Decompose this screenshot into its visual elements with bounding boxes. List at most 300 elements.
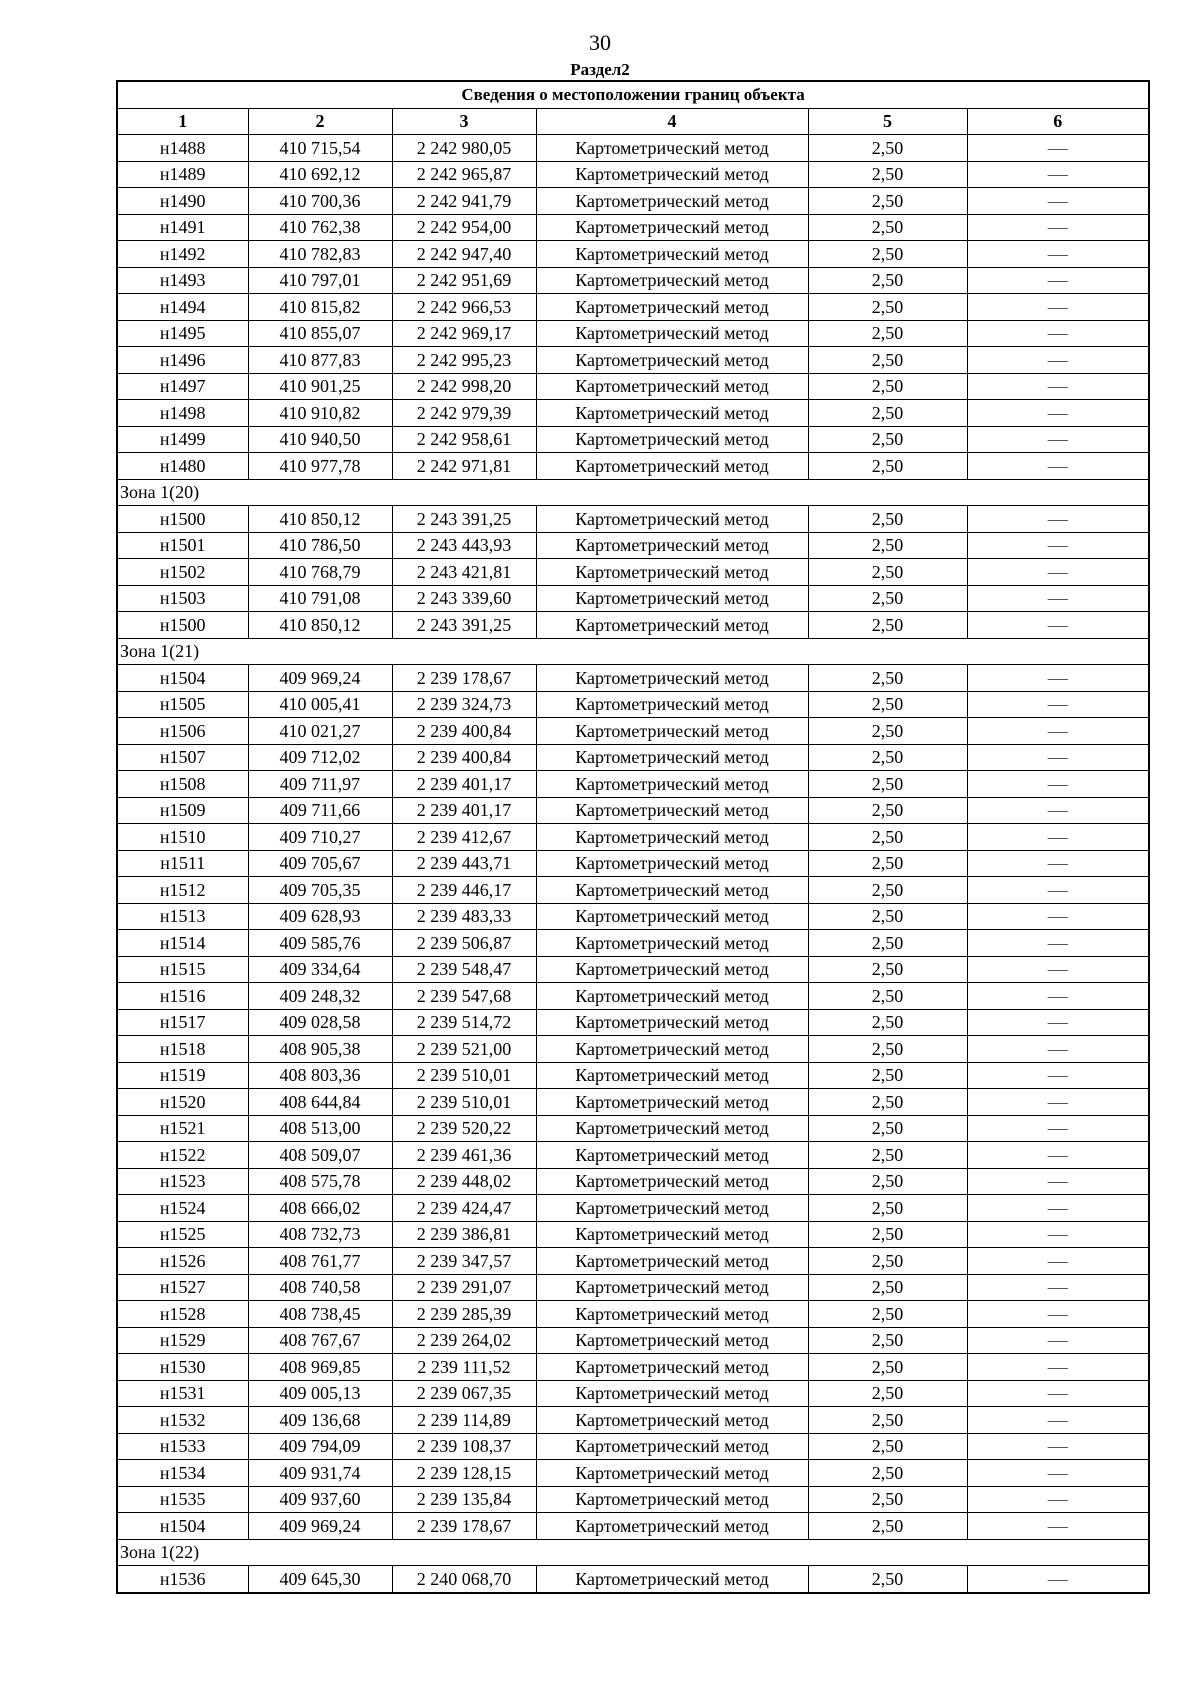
description-cell: — xyxy=(967,241,1149,268)
point-id-cell: н1517 xyxy=(117,1009,248,1036)
column-number: 1 xyxy=(117,108,248,135)
description-cell: — xyxy=(967,956,1149,983)
point-id-cell: н1480 xyxy=(117,453,248,480)
table-row xyxy=(117,850,1149,877)
point-id-cell: н1533 xyxy=(117,1433,248,1460)
table-row xyxy=(117,585,1149,612)
table-row xyxy=(117,1486,1149,1513)
y-coordinate-cell: 2 239 400,84 xyxy=(392,718,536,745)
point-id-cell: н1493 xyxy=(117,267,248,294)
table-row xyxy=(117,1115,1149,1142)
x-coordinate-cell: 410 850,12 xyxy=(248,506,392,533)
x-coordinate-cell: 410 797,01 xyxy=(248,267,392,294)
description-cell: — xyxy=(967,744,1149,771)
method-cell: Картометрический метод xyxy=(536,135,808,162)
point-id-cell: н1531 xyxy=(117,1380,248,1407)
accuracy-cell: 2,50 xyxy=(808,532,967,559)
point-id-cell: н1497 xyxy=(117,373,248,400)
y-coordinate-cell: 2 239 291,07 xyxy=(392,1274,536,1301)
accuracy-cell: 2,50 xyxy=(808,426,967,453)
point-id-cell: н1522 xyxy=(117,1142,248,1169)
zone-label: Зона 1(21) xyxy=(117,638,1149,665)
table-row xyxy=(117,1566,1149,1593)
method-cell: Картометрический метод xyxy=(536,1036,808,1063)
method-cell: Картометрический метод xyxy=(536,1142,808,1169)
table-row xyxy=(117,824,1149,851)
method-cell: Картометрический метод xyxy=(536,771,808,798)
accuracy-cell: 2,50 xyxy=(808,1115,967,1142)
y-coordinate-cell: 2 239 548,47 xyxy=(392,956,536,983)
description-cell: — xyxy=(967,930,1149,957)
table-row xyxy=(117,347,1149,374)
description-cell: — xyxy=(967,532,1149,559)
y-coordinate-cell: 2 239 510,01 xyxy=(392,1062,536,1089)
point-id-cell: н1505 xyxy=(117,691,248,718)
point-id-cell: н1492 xyxy=(117,241,248,268)
table-row xyxy=(117,691,1149,718)
table-row xyxy=(117,1062,1149,1089)
table-row xyxy=(117,718,1149,745)
x-coordinate-cell: 408 803,36 xyxy=(248,1062,392,1089)
y-coordinate-cell: 2 242 951,69 xyxy=(392,267,536,294)
point-id-cell: н1516 xyxy=(117,983,248,1010)
point-id-cell: н1526 xyxy=(117,1248,248,1275)
x-coordinate-cell: 408 969,85 xyxy=(248,1354,392,1381)
x-coordinate-cell: 408 666,02 xyxy=(248,1195,392,1222)
description-cell: — xyxy=(967,877,1149,904)
description-cell: — xyxy=(967,1195,1149,1222)
point-id-cell: н1494 xyxy=(117,294,248,321)
x-coordinate-cell: 410 910,82 xyxy=(248,400,392,427)
point-id-cell: н1532 xyxy=(117,1407,248,1434)
x-coordinate-cell: 409 794,09 xyxy=(248,1433,392,1460)
description-cell: — xyxy=(967,1327,1149,1354)
description-cell: — xyxy=(967,585,1149,612)
method-cell: Картометрический метод xyxy=(536,320,808,347)
y-coordinate-cell: 2 239 324,73 xyxy=(392,691,536,718)
accuracy-cell: 2,50 xyxy=(808,691,967,718)
x-coordinate-cell: 410 005,41 xyxy=(248,691,392,718)
y-coordinate-cell: 2 239 114,89 xyxy=(392,1407,536,1434)
accuracy-cell: 2,50 xyxy=(808,559,967,586)
accuracy-cell: 2,50 xyxy=(808,1142,967,1169)
description-cell: — xyxy=(967,294,1149,321)
method-cell: Картометрический метод xyxy=(536,1089,808,1116)
description-cell: — xyxy=(967,1168,1149,1195)
table-row xyxy=(117,532,1149,559)
table-row xyxy=(117,506,1149,533)
method-cell: Картометрический метод xyxy=(536,294,808,321)
method-cell: Картометрический метод xyxy=(536,903,808,930)
zone-label: Зона 1(20) xyxy=(117,479,1149,506)
description-cell: — xyxy=(967,1301,1149,1328)
accuracy-cell: 2,50 xyxy=(808,1036,967,1063)
point-id-cell: н1488 xyxy=(117,135,248,162)
column-number: 2 xyxy=(248,108,392,135)
table-row xyxy=(117,1009,1149,1036)
accuracy-cell: 2,50 xyxy=(808,241,967,268)
table-row xyxy=(117,1354,1149,1381)
method-cell: Картометрический метод xyxy=(536,612,808,639)
table-row xyxy=(117,956,1149,983)
x-coordinate-cell: 409 585,76 xyxy=(248,930,392,957)
table-row xyxy=(117,1089,1149,1116)
description-cell: — xyxy=(967,1486,1149,1513)
table-row xyxy=(117,241,1149,268)
point-id-cell: н1496 xyxy=(117,347,248,374)
y-coordinate-cell: 2 239 347,57 xyxy=(392,1248,536,1275)
point-id-cell: н1507 xyxy=(117,744,248,771)
description-cell: — xyxy=(967,718,1149,745)
y-coordinate-cell: 2 240 068,70 xyxy=(392,1566,536,1593)
y-coordinate-cell: 2 243 391,25 xyxy=(392,506,536,533)
point-id-cell: н1498 xyxy=(117,400,248,427)
method-cell: Картометрический метод xyxy=(536,691,808,718)
description-cell: — xyxy=(967,267,1149,294)
point-id-cell: н1525 xyxy=(117,1221,248,1248)
method-cell: Картометрический метод xyxy=(536,744,808,771)
y-coordinate-cell: 2 242 965,87 xyxy=(392,161,536,188)
accuracy-cell: 2,50 xyxy=(808,1009,967,1036)
description-cell: — xyxy=(967,850,1149,877)
y-coordinate-cell: 2 239 514,72 xyxy=(392,1009,536,1036)
description-cell: — xyxy=(967,1380,1149,1407)
y-coordinate-cell: 2 242 958,61 xyxy=(392,426,536,453)
point-id-cell: н1504 xyxy=(117,1513,248,1540)
accuracy-cell: 2,50 xyxy=(808,983,967,1010)
accuracy-cell: 2,50 xyxy=(808,1566,967,1593)
method-cell: Картометрический метод xyxy=(536,1115,808,1142)
table-row xyxy=(117,1274,1149,1301)
point-id-cell: н1500 xyxy=(117,612,248,639)
x-coordinate-cell: 409 969,24 xyxy=(248,1513,392,1540)
method-cell: Картометрический метод xyxy=(536,532,808,559)
accuracy-cell: 2,50 xyxy=(808,506,967,533)
x-coordinate-cell: 409 645,30 xyxy=(248,1566,392,1593)
method-cell: Картометрический метод xyxy=(536,1248,808,1275)
point-id-cell: н1534 xyxy=(117,1460,248,1487)
x-coordinate-cell: 410 850,12 xyxy=(248,612,392,639)
y-coordinate-cell: 2 239 521,00 xyxy=(392,1036,536,1063)
y-coordinate-cell: 2 239 264,02 xyxy=(392,1327,536,1354)
accuracy-cell: 2,50 xyxy=(808,956,967,983)
table-row xyxy=(117,453,1149,480)
table-row xyxy=(117,1248,1149,1275)
point-id-cell: н1500 xyxy=(117,506,248,533)
table-row xyxy=(117,373,1149,400)
x-coordinate-cell: 410 786,50 xyxy=(248,532,392,559)
point-id-cell: н1523 xyxy=(117,1168,248,1195)
accuracy-cell: 2,50 xyxy=(808,267,967,294)
x-coordinate-cell: 408 738,45 xyxy=(248,1301,392,1328)
description-cell: — xyxy=(967,1433,1149,1460)
x-coordinate-cell: 409 711,66 xyxy=(248,797,392,824)
description-cell: — xyxy=(967,1062,1149,1089)
y-coordinate-cell: 2 242 979,39 xyxy=(392,400,536,427)
y-coordinate-cell: 2 242 947,40 xyxy=(392,241,536,268)
description-cell: — xyxy=(967,903,1149,930)
description-cell: — xyxy=(967,1274,1149,1301)
accuracy-cell: 2,50 xyxy=(808,1221,967,1248)
accuracy-cell: 2,50 xyxy=(808,930,967,957)
x-coordinate-cell: 410 782,83 xyxy=(248,241,392,268)
point-id-cell: н1509 xyxy=(117,797,248,824)
accuracy-cell: 2,50 xyxy=(808,161,967,188)
method-cell: Картометрический метод xyxy=(536,1221,808,1248)
point-id-cell: н1495 xyxy=(117,320,248,347)
table-row xyxy=(117,1142,1149,1169)
table-row xyxy=(117,161,1149,188)
y-coordinate-cell: 2 239 108,37 xyxy=(392,1433,536,1460)
y-coordinate-cell: 2 239 520,22 xyxy=(392,1115,536,1142)
method-cell: Картометрический метод xyxy=(536,1380,808,1407)
y-coordinate-cell: 2 239 135,84 xyxy=(392,1486,536,1513)
description-cell: — xyxy=(967,373,1149,400)
accuracy-cell: 2,50 xyxy=(808,320,967,347)
y-coordinate-cell: 2 239 448,02 xyxy=(392,1168,536,1195)
table-row xyxy=(117,744,1149,771)
description-cell: — xyxy=(967,1089,1149,1116)
y-coordinate-cell: 2 242 998,20 xyxy=(392,373,536,400)
method-cell: Картометрический метод xyxy=(536,1301,808,1328)
x-coordinate-cell: 408 644,84 xyxy=(248,1089,392,1116)
x-coordinate-cell: 410 700,36 xyxy=(248,188,392,215)
table-row xyxy=(117,188,1149,215)
accuracy-cell: 2,50 xyxy=(808,771,967,798)
table-row xyxy=(117,1407,1149,1434)
description-cell: — xyxy=(967,426,1149,453)
description-cell: — xyxy=(967,771,1149,798)
y-coordinate-cell: 2 239 401,17 xyxy=(392,771,536,798)
accuracy-cell: 2,50 xyxy=(808,1274,967,1301)
table-caption-row xyxy=(117,81,1149,108)
method-cell: Картометрический метод xyxy=(536,665,808,692)
description-cell: — xyxy=(967,1221,1149,1248)
point-id-cell: н1499 xyxy=(117,426,248,453)
accuracy-cell: 2,50 xyxy=(808,1513,967,1540)
column-number: 6 xyxy=(967,108,1149,135)
method-cell: Картометрический метод xyxy=(536,1513,808,1540)
description-cell: — xyxy=(967,214,1149,241)
y-coordinate-cell: 2 243 443,93 xyxy=(392,532,536,559)
method-cell: Картометрический метод xyxy=(536,1407,808,1434)
description-cell: — xyxy=(967,1566,1149,1593)
x-coordinate-cell: 409 937,60 xyxy=(248,1486,392,1513)
column-number: 4 xyxy=(536,108,808,135)
x-coordinate-cell: 408 513,00 xyxy=(248,1115,392,1142)
table-row xyxy=(117,1036,1149,1063)
y-coordinate-cell: 2 242 995,23 xyxy=(392,347,536,374)
y-coordinate-cell: 2 242 980,05 xyxy=(392,135,536,162)
point-id-cell: н1490 xyxy=(117,188,248,215)
point-id-cell: н1513 xyxy=(117,903,248,930)
point-id-cell: н1530 xyxy=(117,1354,248,1381)
accuracy-cell: 2,50 xyxy=(808,1433,967,1460)
accuracy-cell: 2,50 xyxy=(808,612,967,639)
point-id-cell: н1515 xyxy=(117,956,248,983)
y-coordinate-cell: 2 239 178,67 xyxy=(392,1513,536,1540)
table-row xyxy=(117,1513,1149,1540)
section-title: Раздел2 xyxy=(570,60,630,79)
point-id-cell: н1528 xyxy=(117,1301,248,1328)
table-body xyxy=(117,135,1149,1593)
table-row xyxy=(117,983,1149,1010)
accuracy-cell: 2,50 xyxy=(808,1407,967,1434)
accuracy-cell: 2,50 xyxy=(808,1301,967,1328)
accuracy-cell: 2,50 xyxy=(808,1248,967,1275)
x-coordinate-cell: 408 767,67 xyxy=(248,1327,392,1354)
accuracy-cell: 2,50 xyxy=(808,1195,967,1222)
point-id-cell: н1504 xyxy=(117,665,248,692)
y-coordinate-cell: 2 239 111,52 xyxy=(392,1354,536,1381)
description-cell: — xyxy=(967,824,1149,851)
description-cell: — xyxy=(967,188,1149,215)
method-cell: Картометрический метод xyxy=(536,1354,808,1381)
table-row xyxy=(117,267,1149,294)
accuracy-cell: 2,50 xyxy=(808,850,967,877)
accuracy-cell: 2,50 xyxy=(808,135,967,162)
description-cell: — xyxy=(967,1142,1149,1169)
accuracy-cell: 2,50 xyxy=(808,373,967,400)
table-row xyxy=(117,135,1149,162)
point-id-cell: н1536 xyxy=(117,1566,248,1593)
method-cell: Картометрический метод xyxy=(536,1195,808,1222)
description-cell: — xyxy=(967,559,1149,586)
x-coordinate-cell: 408 509,07 xyxy=(248,1142,392,1169)
y-coordinate-cell: 2 242 966,53 xyxy=(392,294,536,321)
point-id-cell: н1519 xyxy=(117,1062,248,1089)
accuracy-cell: 2,50 xyxy=(808,1327,967,1354)
point-id-cell: н1512 xyxy=(117,877,248,904)
y-coordinate-cell: 2 242 969,17 xyxy=(392,320,536,347)
method-cell: Картометрический метод xyxy=(536,506,808,533)
point-id-cell: н1521 xyxy=(117,1115,248,1142)
y-coordinate-cell: 2 239 461,36 xyxy=(392,1142,536,1169)
point-id-cell: н1518 xyxy=(117,1036,248,1063)
y-coordinate-cell: 2 242 971,81 xyxy=(392,453,536,480)
method-cell: Картометрический метод xyxy=(536,1433,808,1460)
point-id-cell: н1529 xyxy=(117,1327,248,1354)
description-cell: — xyxy=(967,691,1149,718)
accuracy-cell: 2,50 xyxy=(808,903,967,930)
column-number: 5 xyxy=(808,108,967,135)
zone-header-row xyxy=(117,479,1149,506)
x-coordinate-cell: 409 705,67 xyxy=(248,850,392,877)
point-id-cell: н1491 xyxy=(117,214,248,241)
point-id-cell: н1506 xyxy=(117,718,248,745)
table-row xyxy=(117,426,1149,453)
x-coordinate-cell: 408 905,38 xyxy=(248,1036,392,1063)
description-cell: — xyxy=(967,347,1149,374)
method-cell: Картометрический метод xyxy=(536,1460,808,1487)
x-coordinate-cell: 409 712,02 xyxy=(248,744,392,771)
method-cell: Картометрический метод xyxy=(536,930,808,957)
method-cell: Картометрический метод xyxy=(536,188,808,215)
x-coordinate-cell: 409 931,74 xyxy=(248,1460,392,1487)
accuracy-cell: 2,50 xyxy=(808,347,967,374)
x-coordinate-cell: 408 732,73 xyxy=(248,1221,392,1248)
page-number: 30 xyxy=(589,30,611,55)
point-id-cell: н1514 xyxy=(117,930,248,957)
method-cell: Картометрический метод xyxy=(536,426,808,453)
description-cell: — xyxy=(967,453,1149,480)
x-coordinate-cell: 410 815,82 xyxy=(248,294,392,321)
accuracy-cell: 2,50 xyxy=(808,1380,967,1407)
method-cell: Картометрический метод xyxy=(536,214,808,241)
accuracy-cell: 2,50 xyxy=(808,294,967,321)
table-row xyxy=(117,1221,1149,1248)
y-coordinate-cell: 2 239 443,71 xyxy=(392,850,536,877)
method-cell: Картометрический метод xyxy=(536,877,808,904)
description-cell: — xyxy=(967,1513,1149,1540)
x-coordinate-cell: 408 575,78 xyxy=(248,1168,392,1195)
description-cell: — xyxy=(967,1248,1149,1275)
method-cell: Картометрический метод xyxy=(536,983,808,1010)
method-cell: Картометрический метод xyxy=(536,1168,808,1195)
x-coordinate-cell: 410 977,78 xyxy=(248,453,392,480)
y-coordinate-cell: 2 239 547,68 xyxy=(392,983,536,1010)
accuracy-cell: 2,50 xyxy=(808,400,967,427)
y-coordinate-cell: 2 239 446,17 xyxy=(392,877,536,904)
x-coordinate-cell: 408 740,58 xyxy=(248,1274,392,1301)
accuracy-cell: 2,50 xyxy=(808,1460,967,1487)
description-cell: — xyxy=(967,400,1149,427)
point-id-cell: н1503 xyxy=(117,585,248,612)
method-cell: Картометрический метод xyxy=(536,1566,808,1593)
accuracy-cell: 2,50 xyxy=(808,1486,967,1513)
point-id-cell: н1502 xyxy=(117,559,248,586)
method-cell: Картометрический метод xyxy=(536,1327,808,1354)
point-id-cell: н1511 xyxy=(117,850,248,877)
table-row xyxy=(117,612,1149,639)
description-cell: — xyxy=(967,983,1149,1010)
accuracy-cell: 2,50 xyxy=(808,1354,967,1381)
method-cell: Картометрический метод xyxy=(536,1062,808,1089)
table-row xyxy=(117,1327,1149,1354)
x-coordinate-cell: 409 710,27 xyxy=(248,824,392,851)
description-cell: — xyxy=(967,135,1149,162)
y-coordinate-cell: 2 239 285,39 xyxy=(392,1301,536,1328)
method-cell: Картометрический метод xyxy=(536,453,808,480)
description-cell: — xyxy=(967,320,1149,347)
table-row xyxy=(117,771,1149,798)
description-cell: — xyxy=(967,1460,1149,1487)
point-id-cell: н1508 xyxy=(117,771,248,798)
x-coordinate-cell: 410 901,25 xyxy=(248,373,392,400)
table-row xyxy=(117,1168,1149,1195)
table-row xyxy=(117,930,1149,957)
y-coordinate-cell: 2 239 506,87 xyxy=(392,930,536,957)
accuracy-cell: 2,50 xyxy=(808,453,967,480)
description-cell: — xyxy=(967,1036,1149,1063)
x-coordinate-cell: 410 762,38 xyxy=(248,214,392,241)
accuracy-cell: 2,50 xyxy=(808,188,967,215)
x-coordinate-cell: 409 248,32 xyxy=(248,983,392,1010)
method-cell: Картометрический метод xyxy=(536,718,808,745)
point-id-cell: н1520 xyxy=(117,1089,248,1116)
accuracy-cell: 2,50 xyxy=(808,1062,967,1089)
point-id-cell: н1501 xyxy=(117,532,248,559)
y-coordinate-cell: 2 242 954,00 xyxy=(392,214,536,241)
accuracy-cell: 2,50 xyxy=(808,1089,967,1116)
x-coordinate-cell: 409 705,35 xyxy=(248,877,392,904)
method-cell: Картометрический метод xyxy=(536,267,808,294)
x-coordinate-cell: 410 021,27 xyxy=(248,718,392,745)
y-coordinate-cell: 2 239 067,35 xyxy=(392,1380,536,1407)
table-row xyxy=(117,877,1149,904)
method-cell: Картометрический метод xyxy=(536,241,808,268)
method-cell: Картометрический метод xyxy=(536,347,808,374)
